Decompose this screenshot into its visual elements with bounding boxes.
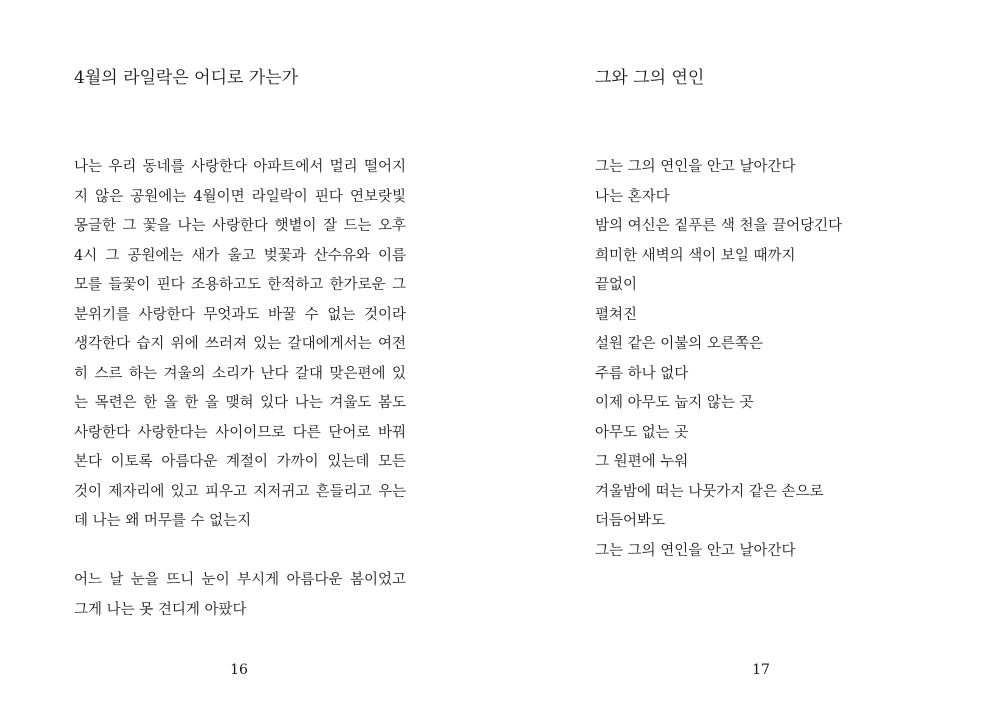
text-line: 나는 우리 동네를 사랑한다 아파트에서 멀리 떨어지 bbox=[74, 159, 406, 175]
text-line: 본다 이토록 아름다운 계절이 가까이 있는데 모든 bbox=[74, 454, 406, 470]
verse-line: 밤의 여신은 짙푸른 색 천을 끌어당긴다 bbox=[595, 218, 843, 234]
text-line: 는 목련은 한 올 한 올 맺혀 있다 나는 겨울도 봄도 bbox=[74, 395, 406, 411]
verse-line: 그 원편에 누워 bbox=[595, 454, 689, 470]
paragraph-gap bbox=[74, 537, 406, 567]
verse-line: 펼쳐진 bbox=[595, 306, 638, 323]
text-line: 그게 나는 못 견디게 아팠다 bbox=[74, 601, 247, 618]
verse-line: 나는 혼자다 bbox=[595, 188, 670, 205]
text-line: 사랑한다 사랑한다는 사이이므로 다른 단어로 바꿔 bbox=[74, 424, 406, 441]
verse-line: 설원 같은 이불의 오른쪽은 bbox=[595, 336, 763, 352]
verse-line: 끝없이 bbox=[595, 277, 638, 293]
text-line: 것이 제자리에 있고 피우고 지저귀고 흔들리고 우는 bbox=[74, 483, 406, 500]
left-poem-title: 4월의 라일락은 어디로 가는가 bbox=[74, 68, 299, 88]
verse-line: 희미한 새벽의 색이 보일 때까지 bbox=[595, 247, 796, 264]
text-line: 분위기를 사랑한다 무엇과도 바꿀 수 없는 것이라 bbox=[74, 306, 406, 323]
verse-line: 겨울밤에 떠는 나뭇가지 같은 손으로 bbox=[595, 483, 824, 500]
right-page-number: 17 bbox=[752, 662, 770, 678]
text-line: 지 않은 공원에는 4월이면 라일락이 핀다 연보랏빛 bbox=[74, 188, 406, 205]
left-poem-body bbox=[74, 153, 406, 625]
verse-line: 아무도 없는 곳 bbox=[595, 424, 689, 441]
verse-line: 그는 그의 연인을 안고 날아간다 bbox=[595, 542, 796, 559]
right-poem-title: 그와 그의 연인 bbox=[595, 68, 705, 88]
text-line: 몽글한 그 꽃을 나는 사랑한다 햇볕이 잘 드는 오후 bbox=[74, 218, 406, 234]
left-paragraph-2 bbox=[74, 566, 406, 625]
text-line: 데 나는 왜 머무를 수 없는지 bbox=[74, 513, 252, 529]
verse-line: 주름 하나 없다 bbox=[595, 365, 689, 382]
left-paragraph-1 bbox=[74, 153, 406, 537]
verse-line: 더듬어봐도 bbox=[595, 513, 666, 529]
left-page-number: 16 bbox=[230, 662, 248, 678]
text-line: 모를 들꽃이 핀다 조용하고도 한적하고 한가로운 그 bbox=[74, 277, 406, 293]
verse-line: 그는 그의 연인을 안고 날아간다 bbox=[595, 159, 796, 175]
text-line: 히 스르 하는 겨울의 소리가 난다 갈대 맞은편에 있 bbox=[74, 365, 406, 382]
right-poem-body bbox=[595, 153, 935, 566]
text-line: 어느 날 눈을 뜨니 눈이 부시게 아름다운 봄이었고 bbox=[74, 572, 406, 588]
verse-line: 이제 아무도 눕지 않는 곳 bbox=[595, 395, 754, 411]
text-line: 4시 그 공원에는 새가 울고 벚꽃과 산수유와 이름 bbox=[74, 247, 406, 264]
text-line: 생각한다 습지 위에 쓰러져 있는 갈대에게서는 여전 bbox=[74, 336, 406, 352]
right-page bbox=[500, 0, 1000, 714]
